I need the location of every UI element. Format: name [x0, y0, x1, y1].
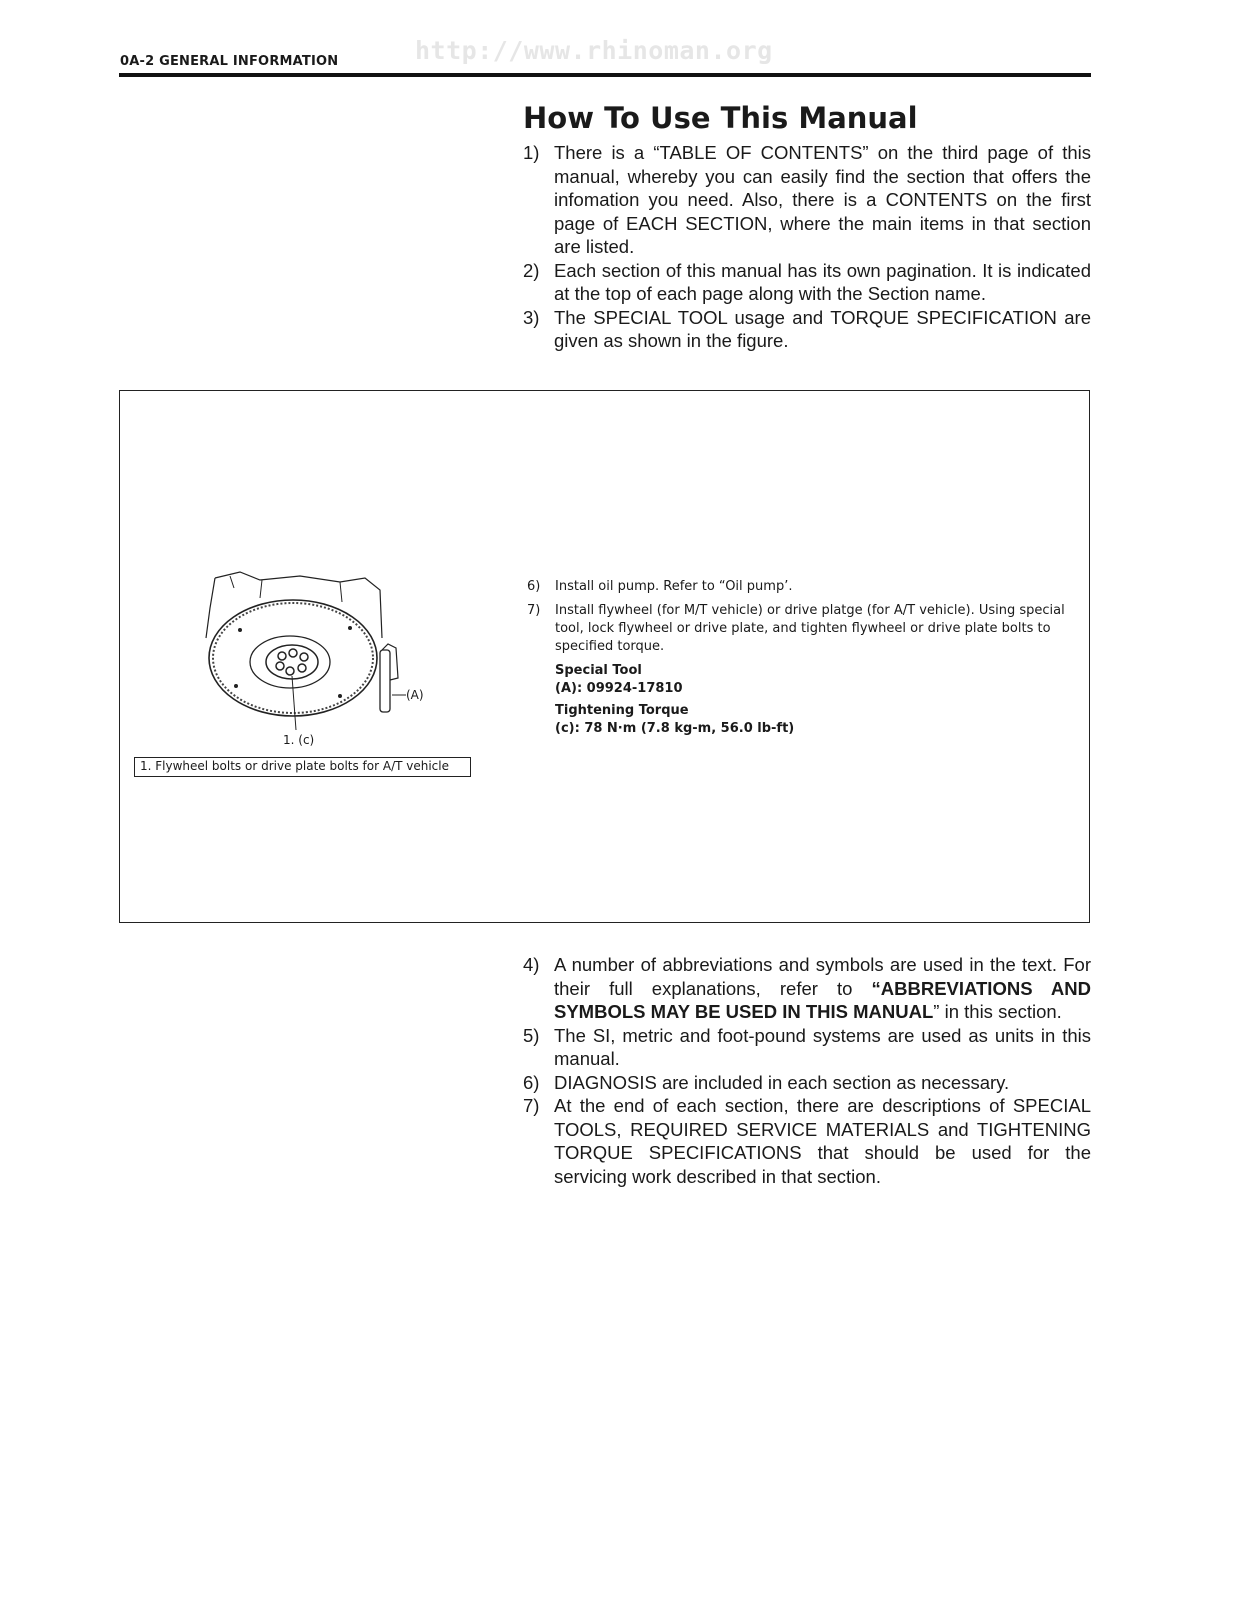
- special-tool-spec: [527, 662, 1067, 698]
- step-number: 6): [523, 1071, 540, 1093]
- list-item: [523, 1071, 1091, 1095]
- step-number: 6): [527, 579, 541, 594]
- header-rule: [119, 73, 1091, 77]
- step-text: DIAGNOSIS are included in each section as necessary.: [554, 1071, 1010, 1093]
- step-text-tail: ” in this section.: [933, 1001, 1062, 1022]
- watermark-url: http://www.rhinoman.org: [415, 36, 773, 65]
- step-text: Install oil pump. Refer to “Oil pump’.: [555, 579, 793, 594]
- list-item: [523, 141, 1091, 259]
- list-item: [523, 1094, 1091, 1188]
- torque-value: (c): 78 N·m (7.8 kg-m, 56.0 lb-ft): [555, 721, 795, 736]
- list-item: [523, 953, 1091, 1024]
- step-text-emphasis: “ABBREVIATIONS AND SYMBOLS MAY BE USED IN THIS MANUAL: [554, 977, 1092, 1022]
- torque-spec: [527, 702, 1067, 738]
- list-item: [523, 1024, 1091, 1071]
- step-text: The SI, metric and foot-pound systems are used as units in this manual.: [554, 1024, 1091, 1069]
- step-text: There is a “TABLE OF CONTENTS” on the third page of this manual, whereby you can easily find the section that offers the infomation you need. Also, there is a CONTENTS on the first page of EACH SECTION, where the main items in that section are listed.: [554, 142, 1091, 257]
- bolt-callout-label: 1. (c): [283, 733, 315, 747]
- figure-caption: 1. Flywheel bolts or drive plate bolts for A/T vehicle: [134, 757, 471, 777]
- step-text: Install flywheel (for M/T vehicle) or drive platge (for A/T vehicle). Using special tool, lock flywheel or drive plate, and tighten flywheel or drive plate bolts to specified torque.: [555, 603, 1065, 654]
- torque-label: Tightening Torque: [555, 703, 689, 718]
- list-item: [523, 306, 1091, 353]
- list-item: [527, 602, 1067, 656]
- tool-callout-label: (A): [406, 688, 424, 702]
- special-tool-label: Special Tool: [555, 663, 642, 678]
- step-text: At the end of each section, there are descriptions of SPECIAL TOOLS, REQUIRED SERVICE MATERIALS and TIGHTENING TORQUE SPECIFICATIONS that should be used for the servicing work described in that section.: [554, 1095, 1091, 1187]
- step-text: A number of abbreviations and symbols are used in the text. For their full explanations, refer to: [554, 954, 1091, 999]
- list-item: [527, 578, 1067, 596]
- sample-procedure-text: [527, 578, 1067, 738]
- step-number: 4): [523, 954, 540, 975]
- list-item: [523, 259, 1091, 306]
- step-number: 2): [523, 259, 540, 281]
- step-number: 3): [523, 306, 540, 328]
- page-title: How To Use This Manual: [523, 101, 918, 135]
- step-number: 7): [523, 1095, 540, 1116]
- step-number: 5): [523, 1024, 540, 1046]
- instruction-list-bottom: [523, 953, 1091, 1188]
- instruction-list-top: [523, 141, 1091, 353]
- step-text: The SPECIAL TOOL usage and TORQUE SPECIFICATION are given as shown in the figure.: [554, 306, 1091, 351]
- special-tool-value: (A): 09924-17810: [555, 681, 683, 696]
- step-number: 7): [527, 603, 541, 618]
- flywheel-illustration: [200, 568, 410, 738]
- section-header-label: 0A-2 GENERAL INFORMATION: [120, 54, 339, 69]
- step-number: 1): [523, 142, 540, 163]
- step-text: Each section of this manual has its own pagination. It is indicated at the top of each page along with the Section name.: [554, 259, 1091, 304]
